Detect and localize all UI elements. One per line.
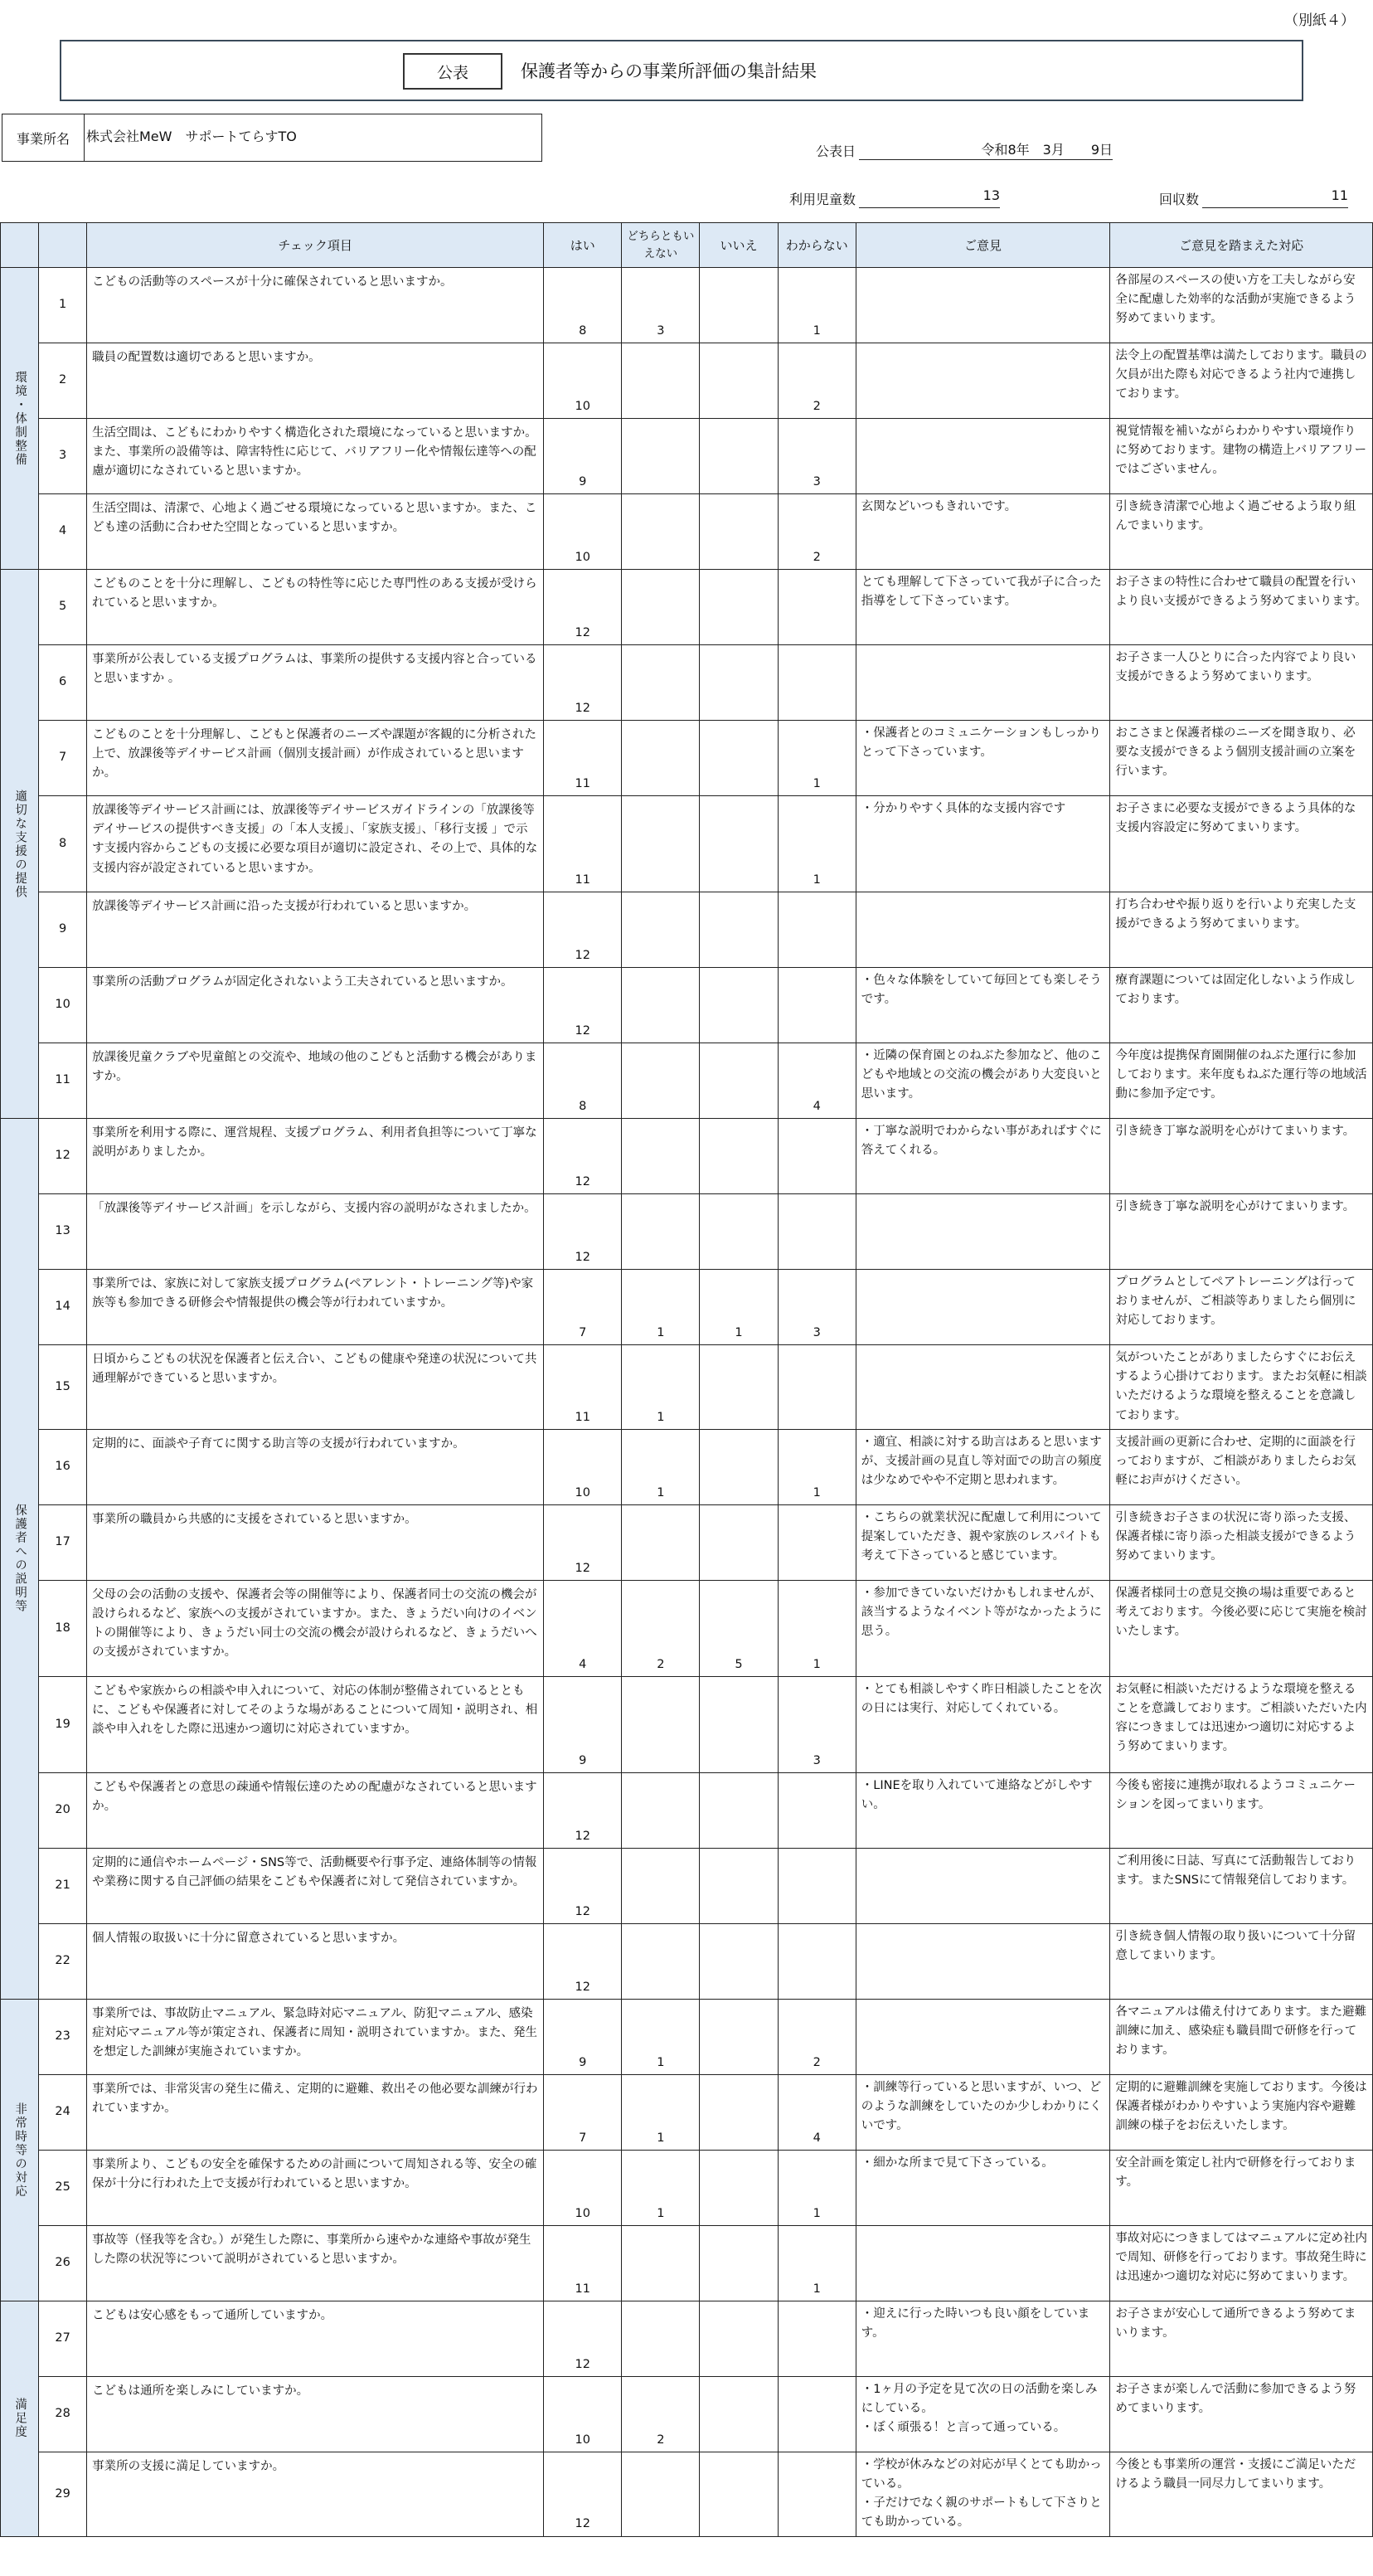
count-unknown: 4 [778,1043,856,1119]
response-cell: 引き続き清潔で心地よく過ごせるよう取り組んでまいります。 [1110,494,1373,570]
count-neither: 1 [622,1270,700,1345]
opinion-cell: ・分かりやすく具体的な支援内容です [856,796,1110,892]
table-row [1,343,1373,419]
count-yes: 9 [544,419,622,494]
check-item: 生活空間は、こどもにわかりやすく構造化された環境になっていると思いますか。また、事業所の設備等は、障害特性に応じて、バリアフリー化や情報伝達等への配慮が適切になされていると思いますか。 [87,419,544,494]
responses-label: 回収数 [1158,192,1199,207]
count-unknown [778,892,856,968]
row-number: 13 [39,1194,87,1270]
table-row [1,1676,1373,1772]
header-no: いいえ [700,223,778,268]
response-cell: お子さまが安心して通所できるよう努めてまいります。 [1110,2301,1373,2376]
row-number: 16 [39,1429,87,1504]
count-no [700,796,778,892]
count-yes: 7 [544,2074,622,2150]
opinion-cell: ・色々な体験をしていて毎回とても楽しそうです。 [856,968,1110,1043]
row-number: 20 [39,1772,87,1848]
header-neither: どちらともいえない [622,223,700,268]
opinion-cell [856,419,1110,494]
check-item: 放課後等デイサービス計画に沿った支援が行われていると思いますか。 [87,892,544,968]
row-number: 17 [39,1504,87,1580]
opinion-cell [856,268,1110,343]
table-row [1,1270,1373,1345]
count-yes: 12 [544,1848,622,1923]
opinion-cell: ・こちらの就業状況に配慮して利用について提案していただき、親や家族のレスパイトも考えて下さっていると感じています。 [856,1504,1110,1580]
count-yes: 10 [544,2150,622,2225]
response-cell: 今後も密接に連携が取れるようコミュニケーションを図ってまいります。 [1110,1772,1373,1848]
count-yes: 12 [544,968,622,1043]
count-unknown: 3 [778,1270,856,1345]
table-row [1,2452,1373,2536]
count-yes: 12 [544,2301,622,2376]
count-neither [622,1848,700,1923]
header-yes: はい [544,223,622,268]
opinion-cell: ・近隣の保育園とのねぶた参加など、他のこどもや地域との交流の機会があり大変良いと思います。 [856,1043,1110,1119]
response-cell: 事故対応につきましてはマニュアルに定め社内で周知、研修を行っております。事故発生時には迅速かつ適切な対応に努めてまいります。 [1110,2225,1373,2301]
table-row [1,2376,1373,2452]
check-item: 定期的に通信やホームページ・SNS等で、活動概要や行事予定、連絡体制等の情報や業務に関する自己評価の結果をこどもや保護者に対して発信されていますか。 [87,1848,544,1923]
response-cell: 療育課題については固定化しないよう作成しております。 [1110,968,1373,1043]
header-category [1,223,39,268]
count-unknown [778,1923,856,1999]
table-row [1,570,1373,645]
opinion-cell: 玄関などいつもきれいです。 [856,494,1110,570]
table-row [1,1848,1373,1923]
count-no [700,419,778,494]
header-opinion: ご意見 [856,223,1110,268]
table-row [1,968,1373,1043]
header-unknown: わからない [778,223,856,268]
opinion-cell [856,1848,1110,1923]
count-neither [622,721,700,796]
table-row [1,796,1373,892]
check-item: 事業所では、事故防止マニュアル、緊急時対応マニュアル、防犯マニュアル、感染症対応マニュアル等が策定され、保護者に周知・説明されていますか。また、発生を想定した訓練が実施されていますか。 [87,1999,544,2074]
annex-label: （別紙４） [1284,12,1355,29]
count-no [700,2150,778,2225]
opinion-cell: ・1ヶ月の予定を見て次の日の活動を楽しみにしている。 ・ぼく頑張る！と言って通っている。 [856,2376,1110,2452]
table-row [1,1580,1373,1676]
count-yes: 12 [544,1194,622,1270]
table-row [1,645,1373,721]
publish-date-label: 公表日 [815,143,856,159]
count-no [700,721,778,796]
count-unknown [778,645,856,721]
category-cell: 環境・体制整備 [1,268,39,570]
opinion-cell: ・迎えに行った時いつも良い顔をしています。 [856,2301,1110,2376]
response-cell: 保護者様同士の意見交換の場は重要であると考えております。今後必要に応じて実施を検討いたします。 [1110,1580,1373,1676]
opinion-cell [856,1270,1110,1345]
response-cell: 引き続き丁寧な説明を心がけてまいります。 [1110,1119,1373,1194]
check-item: 事業所では、家族に対して家族支援プログラム(ペアレント・トレーニング等)や家族等も参加できる研修会や情報提供の機会等が行われていますか。 [87,1270,544,1345]
count-unknown [778,2301,856,2376]
response-cell: 引き続きお子さまの状況に寄り添った支援、保護者様に寄り添った相談支援ができるよう努めてまいります。 [1110,1504,1373,1580]
row-number: 9 [39,892,87,968]
response-cell: 支援計画の更新に合わせ、定期的に面談を行っておりますが、ご相談がありましたらお気軽にお声がけください。 [1110,1429,1373,1504]
header-response: ご意見を踏まえた対応 [1110,223,1373,268]
check-item: 「放課後等デイサービス計画」を示しながら、支援内容の説明がなされましたか。 [87,1194,544,1270]
check-item: こどもは通所を楽しみにしていますか。 [87,2376,544,2452]
check-item: 事業所では、非常災害の発生に備え、定期的に避難、救出その他必要な訓練が行われていますか。 [87,2074,544,2150]
response-cell: お子さまの特性に合わせて職員の配置を行いより良い支援ができるよう努めてまいります。 [1110,570,1373,645]
header-check-item: チェック項目 [87,223,544,268]
check-item: 事業所が公表している支援プログラムは、事業所の提供する支援内容と合っていると思いますか 。 [87,645,544,721]
row-number: 6 [39,645,87,721]
check-item: 事業所の職員から共感的に支援をされていると思いますか。 [87,1504,544,1580]
count-no [700,1923,778,1999]
count-neither [622,1119,700,1194]
header-number [39,223,87,268]
count-no [700,1504,778,1580]
row-number: 8 [39,796,87,892]
check-item: 事業所より、こどもの安全を確保するための計画について周知される等、安全の確保が十分に行われた上で支援が行われていると思いますか。 [87,2150,544,2225]
count-yes: 12 [544,645,622,721]
check-item: こどもや保護者との意思の疎通や情報伝達のための配慮がなされていると思いますか。 [87,1772,544,1848]
opinion-cell: ・LINEを取り入れていて連絡などがしやすい。 [856,1772,1110,1848]
opinion-cell [856,892,1110,968]
opinion-cell: ・保護者とのコミュニケーションもしっかりとって下さっています。 [856,721,1110,796]
opinion-cell: ・細かな所まで見て下さっている。 [856,2150,1110,2225]
evaluation-table [0,222,1373,2537]
office-label: 事業所名 [2,114,85,162]
row-number: 7 [39,721,87,796]
response-cell: お気軽に相談いただけるような環境を整えることを意識しております。ご相談いただいた内容につきましては迅速かつ適切に対応するよう努めてまいります。 [1110,1676,1373,1772]
count-no [700,1772,778,1848]
check-item: 職員の配置数は適切であると思いますか。 [87,343,544,419]
table-row [1,2150,1373,2225]
count-unknown [778,968,856,1043]
count-no [700,494,778,570]
row-number: 19 [39,1676,87,1772]
table-row [1,494,1373,570]
count-no [700,645,778,721]
check-item: 日頃からこどもの状況を保護者と伝え合い、こどもの健康や発達の状況について共通理解ができていると思いますか。 [87,1345,544,1430]
count-neither [622,968,700,1043]
count-unknown: 3 [778,1676,856,1772]
row-number: 5 [39,570,87,645]
table-row [1,1043,1373,1119]
count-neither [622,2452,700,2536]
row-number: 24 [39,2074,87,2150]
row-number: 4 [39,494,87,570]
response-cell: 各マニュアルは備え付けてあります。また避難訓練に加え、感染症も職員間で研修を行っております。 [1110,1999,1373,2074]
count-yes: 11 [544,721,622,796]
response-cell: 法令上の配置基準は満たしております。職員の欠員が出た際も対応できるよう社内で連携しております。 [1110,343,1373,419]
count-no [700,268,778,343]
row-number: 28 [39,2376,87,2452]
responses-value: 11 [1202,187,1348,208]
response-cell: 各部屋のスペースの使い方を工夫しながら安全に配慮した効率的な活動が実施できるよう努めてまいります。 [1110,268,1373,343]
response-cell: お子さま一人ひとりに合った内容でより良い支援ができるよう努めてまいります。 [1110,645,1373,721]
opinion-cell [856,343,1110,419]
count-yes: 12 [544,570,622,645]
table-row [1,892,1373,968]
count-no [700,1345,778,1430]
count-neither: 2 [622,1580,700,1676]
count-no [700,1194,778,1270]
row-number: 18 [39,1580,87,1676]
count-unknown [778,570,856,645]
count-unknown: 2 [778,1999,856,2074]
count-unknown: 1 [778,1429,856,1504]
row-number: 1 [39,268,87,343]
count-unknown: 1 [778,268,856,343]
count-no [700,2376,778,2452]
opinion-cell [856,645,1110,721]
response-cell: 今年度は提携保育園開催のねぶた運行に参加しております。来年度もねぶた運行等の地域活動に参加予定です。 [1110,1043,1373,1119]
check-item: 事故等（怪我等を含む。）が発生した際に、事業所から速やかな連絡や事故が発生した際の状況等について説明がされていると思いますか。 [87,2225,544,2301]
count-no [700,2301,778,2376]
response-cell: 引き続き個人情報の取り扱いについて十分留意してまいります。 [1110,1923,1373,1999]
response-cell: 定期的に避難訓練を実施しております。今後は保護者様がわかりやすいよう実施内容や避難訓練の様子をお伝えいたします。 [1110,2074,1373,2150]
opinion-cell: ・丁寧な説明でわからない事があればすぐに答えてくれる。 [856,1119,1110,1194]
count-unknown [778,1119,856,1194]
check-item: こどものことを十分理解し、こどもと保護者のニーズや課題が客観的に分析された上で、放課後等デイサービス計画（個別支援計画）が作成されていると思いますか。 [87,721,544,796]
response-cell: 安全計画を策定し社内で研修を行っております。 [1110,2150,1373,2225]
check-item: 放課後等デイサービス計画には、放課後等デイサービスガイドラインの「放課後等デイサービスの提供すべき支援」の「本人支援」、「家族支援」、「移行支援 」で示す支援内容からこどもの支援に必要な項目が適切に設定され、その上で、具体的な支援内容が設定されていると思いますか。 [87,796,544,892]
count-yes: 12 [544,1119,622,1194]
count-neither: 2 [622,2376,700,2452]
count-yes: 12 [544,1772,622,1848]
count-neither [622,494,700,570]
count-unknown: 1 [778,721,856,796]
count-neither [622,796,700,892]
table-row [1,1429,1373,1504]
row-number: 26 [39,2225,87,2301]
count-yes: 12 [544,892,622,968]
count-unknown: 1 [778,1580,856,1676]
count-neither [622,419,700,494]
opinion-cell [856,1999,1110,2074]
category-cell: 適切な支援の提供 [1,570,39,1119]
count-yes: 9 [544,1676,622,1772]
opinion-cell [856,2225,1110,2301]
response-cell: 今後とも事業所の運営・支援にご満足いただけるよう職員一同尽力してまいります。 [1110,2452,1373,2536]
row-number: 14 [39,1270,87,1345]
opinion-cell [856,1194,1110,1270]
check-item: 事業所を利用する際に、運営規程、支援プログラム、利用者負担等について丁寧な説明がありましたか。 [87,1119,544,1194]
count-no [700,1676,778,1772]
row-number: 23 [39,1999,87,2074]
count-no: 5 [700,1580,778,1676]
row-number: 2 [39,343,87,419]
count-neither [622,1676,700,1772]
opinion-cell: とても理解して下さっていて我が子に合った指導をして下さっています。 [856,570,1110,645]
check-item: こどものことを十分に理解し、こどもの特性等に応じた専門性のある支援が受けられていると思いますか。 [87,570,544,645]
count-no [700,1999,778,2074]
row-number: 12 [39,1119,87,1194]
row-number: 27 [39,2301,87,2376]
table-header-row [1,223,1373,268]
response-cell: お子さまが楽しんで活動に参加できるよう努めてまいります。 [1110,2376,1373,2452]
table-row [1,268,1373,343]
table-row [1,2074,1373,2150]
page-title: 保護者等からの事業所評価の集計結果 [521,61,817,81]
count-yes: 10 [544,494,622,570]
count-unknown: 2 [778,494,856,570]
count-unknown: 1 [778,2225,856,2301]
response-cell: プログラムとしてペアトレーニングは行っておりませんが、ご相談等ありましたら個別に対応しております。 [1110,1270,1373,1345]
count-yes: 7 [544,1270,622,1345]
opinion-cell [856,1923,1110,1999]
public-badge: 公表 [403,53,502,90]
opinion-cell: ・参加できていないだけかもしれませんが、該当するようなイベント等がなかったように思う。 [856,1580,1110,1676]
count-unknown: 3 [778,419,856,494]
category-cell: 保護者への説明等 [1,1119,39,2000]
count-yes: 11 [544,796,622,892]
count-unknown [778,1194,856,1270]
users-value: 13 [859,187,1000,208]
check-item: こどもや家族からの相談や申入れについて、対応の体制が整備されているとともに、こどもや保護者に対してそのような場があることについて周知・説明され、相談や申入れをした際に迅速かつ適切に対応されていますか。 [87,1676,544,1772]
count-yes: 12 [544,1923,622,1999]
row-number: 15 [39,1345,87,1430]
office-name: 株式会社MeW サポートてらすTO [85,114,542,162]
count-neither [622,1923,700,1999]
count-neither [622,1043,700,1119]
check-item: こどもの活動等のスペースが十分に確保されていると思いますか。 [87,268,544,343]
count-neither [622,892,700,968]
count-neither [622,1194,700,1270]
table-row [1,2225,1373,2301]
opinion-cell [856,1345,1110,1430]
count-no [700,1429,778,1504]
count-unknown [778,1504,856,1580]
count-yes: 12 [544,1504,622,1580]
count-no [700,1043,778,1119]
table-row [1,721,1373,796]
count-no [700,1848,778,1923]
users-label: 利用児童数 [788,192,856,207]
table-row [1,1504,1373,1580]
count-no [700,892,778,968]
table-row [1,2301,1373,2376]
category-cell: 非常時等の対応 [1,1999,39,2301]
table-row [1,1999,1373,2074]
count-neither [622,570,700,645]
count-neither: 1 [622,1345,700,1430]
count-no [700,570,778,645]
count-yes: 4 [544,1580,622,1676]
table-row [1,1772,1373,1848]
row-number: 11 [39,1043,87,1119]
count-no [700,968,778,1043]
count-no [700,343,778,419]
count-neither: 1 [622,2074,700,2150]
table-row [1,419,1373,494]
count-unknown: 1 [778,2150,856,2225]
count-unknown [778,2376,856,2452]
table-row [1,1345,1373,1430]
count-neither [622,343,700,419]
count-no [700,1119,778,1194]
response-cell: 打ち合わせや振り返りを行いより充実した支援ができるよう努めてまいります。 [1110,892,1373,968]
row-number: 21 [39,1848,87,1923]
check-item: 個人情報の取扱いに十分に留意されていると思いますか。 [87,1923,544,1999]
row-number: 25 [39,2150,87,2225]
row-number: 22 [39,1923,87,1999]
count-neither [622,645,700,721]
count-unknown [778,1345,856,1430]
opinion-cell: ・学校が休みなどの対応が早くとても助かっている。 ・子だけでなく親のサポートもして下さりとても助かっている。 [856,2452,1110,2536]
count-neither [622,1504,700,1580]
count-yes: 8 [544,1043,622,1119]
count-neither [622,2225,700,2301]
count-neither: 1 [622,2150,700,2225]
count-unknown [778,1772,856,1848]
count-unknown [778,2452,856,2536]
count-yes: 9 [544,1999,622,2074]
response-cell: 視覚情報を補いながらわかりやすい環境作りに努めております。建物の構造上バリアフリーではございません。 [1110,419,1373,494]
check-item: こどもは安心感をもって通所していますか。 [87,2301,544,2376]
count-neither: 3 [622,268,700,343]
count-yes: 11 [544,2225,622,2301]
count-yes: 10 [544,1429,622,1504]
response-cell: 気がついたことがありましたらすぐにお伝えするよう心掛けております。またお気軽に相談いただけるような環境を整えることを意識しております。 [1110,1345,1373,1430]
count-neither: 1 [622,1429,700,1504]
table-row [1,1923,1373,1999]
row-number: 3 [39,419,87,494]
count-unknown: 4 [778,2074,856,2150]
check-item: 放課後児童クラブや児童館との交流や、地域の他のこどもと活動する機会がありますか。 [87,1043,544,1119]
count-no [700,2074,778,2150]
check-item: 父母の会の活動の支援や、保護者会等の開催等により、保護者同士の交流の機会が設けられるなど、家族への支援がされていますか。また、きょうだい向けのイベントの開催等により、きょうだい同士の交流の機会が設けられるなど、きょうだいへの支援がされていますか。 [87,1580,544,1676]
check-item: 定期的に、面談や子育てに関する助言等の支援が行われていますか。 [87,1429,544,1504]
count-no: 1 [700,1270,778,1345]
count-yes: 10 [544,343,622,419]
row-number: 29 [39,2452,87,2536]
count-unknown [778,1848,856,1923]
count-yes: 12 [544,2452,622,2536]
opinion-cell: ・訓練等行っていると思いますが、いつ、どのような訓練をしていたのか少しわかりにくいです。 [856,2074,1110,2150]
response-cell: お子さまに必要な支援ができるよう具体的な支援内容設定に努めてまいります。 [1110,796,1373,892]
count-yes: 8 [544,268,622,343]
count-neither [622,1772,700,1848]
table-row [1,1119,1373,1194]
count-yes: 11 [544,1345,622,1430]
row-number: 10 [39,968,87,1043]
opinion-cell: ・適宜、相談に対する助言はあると思いますが、支援計画の見直し等対面での助言の頻度は少なめでやや不定期と思われます。 [856,1429,1110,1504]
count-unknown: 1 [778,796,856,892]
response-cell: おこさまと保護者様のニーズを聞き取り、必要な支援ができるよう個別支援計画の立案を行います。 [1110,721,1373,796]
publish-date-value: 令和8年 3月 9日 [859,139,1113,160]
count-neither [622,2301,700,2376]
count-unknown: 2 [778,343,856,419]
table-row [1,1194,1373,1270]
response-cell: ご利用後に日誌、写真にて活動報告しております。またSNSにて情報発信しております。 [1110,1848,1373,1923]
opinion-cell: ・とても相談しやすく昨日相談したことを次の日には実行、対応してくれている。 [856,1676,1110,1772]
count-yes: 10 [544,2376,622,2452]
response-cell: 引き続き丁寧な説明を心がけてまいります。 [1110,1194,1373,1270]
check-item: 生活空間は、清潔で、心地よく過ごせる環境になっていると思いますか。また、こども達の活動に合わせた空間となっていると思いますか。 [87,494,544,570]
count-neither: 1 [622,1999,700,2074]
check-item: 事業所の活動プログラムが固定化されないよう工夫されていると思いますか。 [87,968,544,1043]
count-no [700,2452,778,2536]
category-cell: 満足度 [1,2301,39,2536]
count-no [700,2225,778,2301]
check-item: 事業所の支援に満足していますか。 [87,2452,544,2536]
